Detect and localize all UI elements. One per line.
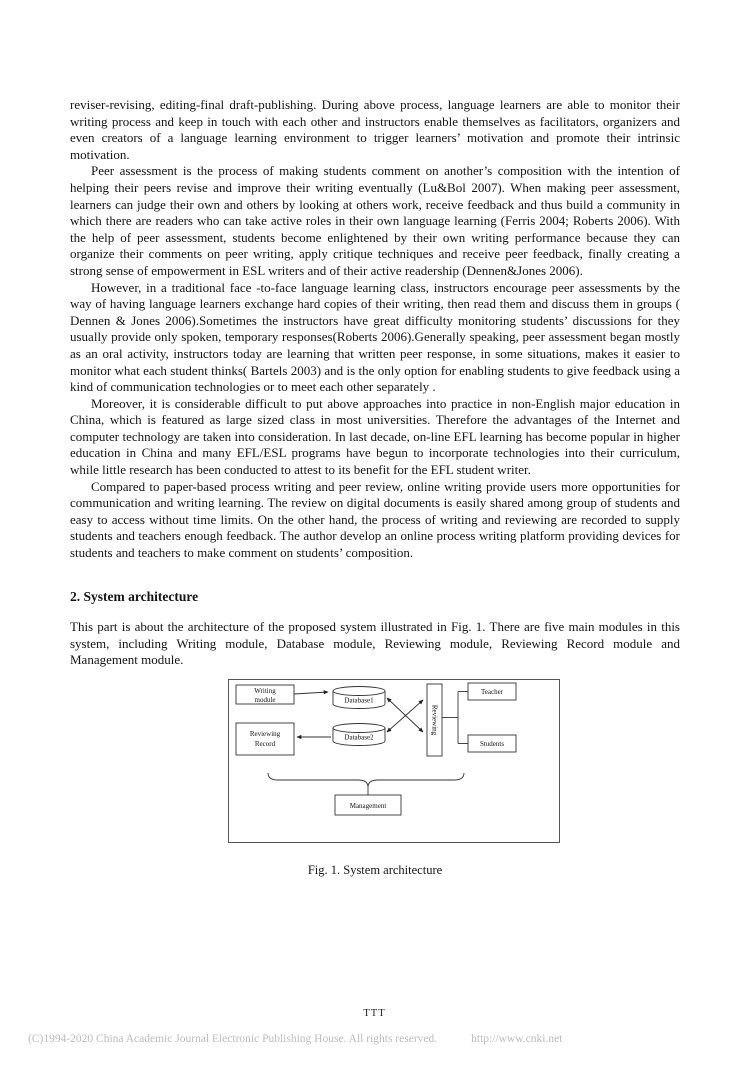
students-label: Students — [479, 740, 505, 748]
footer-url: http://www.cnki.net — [471, 1033, 563, 1045]
paragraph-5: Compared to paper-based process writing and peer review, online writing provide users more opportunities for communication and writing learning. The review on digital documents is easily shared among group of students and easy to access without time limits. On the other hand, the process of writing and reviewing are recorded to supply students and teachers enough feedback. The author develop an online process writing platform providing devices for students and teachers to make comment on students’ composition. — [70, 478, 680, 561]
copyright-text: (C)1994-2020 China Academic Journal Electronic Publishing House. All rights reserved. — [28, 1033, 438, 1045]
system-architecture-diagram — [228, 679, 560, 843]
database1-label: Database1 — [344, 696, 374, 705]
footer-copyright-line — [28, 1033, 721, 1045]
section-heading: 2. System architecture — [70, 588, 199, 604]
diagram-box-students — [468, 735, 516, 752]
figure-1 — [228, 679, 560, 848]
diagram-box-reviewing-record — [236, 723, 294, 755]
diagram-cylinder-database1 — [333, 687, 385, 709]
underbrace — [268, 773, 464, 787]
teacher-label: Teacher — [480, 688, 504, 696]
writing-module-label-line2: module — [254, 696, 276, 704]
paragraph-3: However, in a traditional face -to-face language learning class, instructors encourage peer assessments by the way of having language learners exchange hard copies of their writing, then read them and discuss them in groups ( Dennen & Jones 2006).Sometimes the instructors have great difficulty monitoring students’ discussions for they usually provide only spoken, temporary responses(Roberts 2006).Generally speaking, peer assessment began mostly as an oral activity, instructors today are learning that written peer response, in some situations, makes it easier to monitor what each student thinks( Bartels 2003) and is the only option for enabling students to give feedback using a kind of communication technologies or to meet each other separately . — [70, 279, 680, 395]
paragraph-2: Peer assessment is the process of making students comment on another’s composition with the intention of helping their peers revise and improve their writing eventually (Lu&Bol 2007). When making peer assessment, learners can judge their own and others by looking at others work, receive feedback and thus build a community in which there are readers who can take active roles in their own language learning (Ferris 2004; Roberts 2006). With the help of peer assessment, students become enlightened by their own writing performance because they can organize their comments on peer writing, apply critique techniques and receive peer feedback, finally creating a strong sense of empowerment in ESL writers and of their active readership (Dennen&Jones 2006). — [70, 163, 680, 278]
page-mark: TTT — [363, 1008, 386, 1019]
paragraph-1: reviser-revising, editing-final draft-publishing. During above process, language learners are able to monitor their writing process and keep in touch with each other and instructors enable themselves as facilitators, organizers and even creators of a language learning environment to trigger learners’ motivation and promote their intrinsic motivation. — [70, 97, 680, 162]
management-label: Management — [349, 802, 387, 810]
reviewing-label: Reviewing — [430, 704, 439, 736]
arrow-writing-to-database1 — [294, 692, 328, 694]
writing-module-label-line1: Writing — [254, 687, 276, 695]
figure-caption: Fig. 1. System architecture — [307, 862, 443, 877]
reviewing-record-label-line2: Record — [254, 740, 276, 748]
reviewing-record-label-line1: Reviewing — [249, 730, 281, 738]
section-intro-paragraph: This part is about the architecture of the proposed system illustrated in Fig. 1. There are five main modules in this system, including Writing module, Database module, Reviewing module, Reviewing Record module and Management module. — [70, 619, 680, 668]
paragraph-4: Moreover, it is considerable difficult to put above approaches into practice in non-English major education in China, which is featured as large sized class in most universities. Therefore the advantages of the Internet and computer technology are taken into consideration. In last decade, on-line EFL learning has become popular in higher education in China and many EFL/ESL programs have begun to incorporate technologies into their curriculum, while little research has been conducted to attest to its benefit for the EFL student writer. — [70, 395, 680, 478]
article-body — [70, 97, 680, 878]
database2-label: Database2 — [344, 733, 374, 742]
diagram-box-writing-module — [236, 685, 294, 704]
diagram-box-reviewing — [427, 684, 442, 756]
diagram-box-management — [335, 795, 401, 815]
diagram-cylinder-database2 — [333, 724, 385, 746]
diagram-box-teacher — [468, 683, 516, 700]
